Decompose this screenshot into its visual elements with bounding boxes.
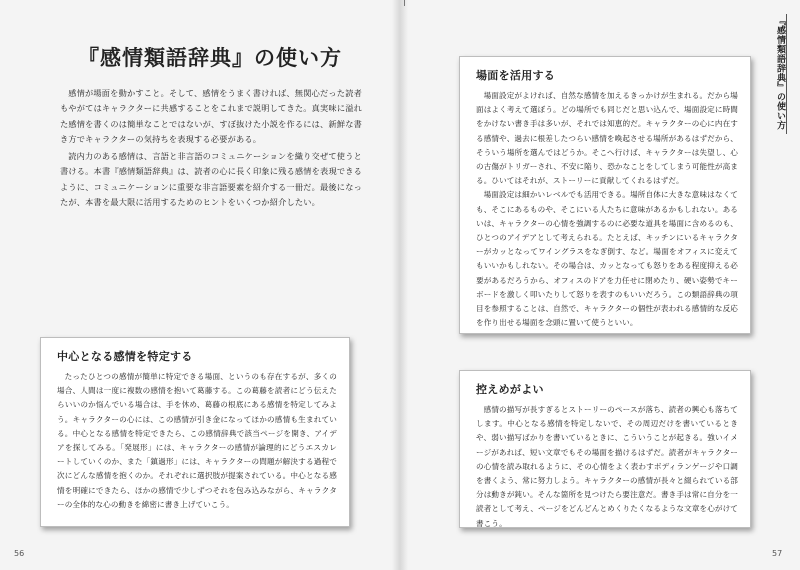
- page-title: 『感情類語辞典』の使い方: [78, 45, 342, 70]
- tip-box-heading: 中心となる感情を特定する: [57, 350, 193, 363]
- intro-section: [60, 86, 362, 212]
- book-gutter: [392, 0, 408, 570]
- page-number-left: 56: [14, 549, 25, 558]
- side-tab-rule: [786, 14, 787, 134]
- tip-box-text: 場面設定は細かいレベルでも活用できる。場所自体に大きな意味はなくても、そこにあるものや、そこにいる人たちに意味があるかもしれない。あるいは、キャラクターの心情を強調するのに必要な道具を場面に含めるのも、ひとつのアイデアとして考えられる。たとえば、キッチンにいるキャラクターがカッとなってワイングラスをなぎ倒す、など。場面をオフィスに変えてもいいかもしれない。その場合は、カッとなっても怒りをある程度抑える必要があるだろうから、オフィスのドアを力任せに閉めたり、硬い姿勢でキーボードを激しく叩いたりして怒りを表すのもいいだろう。この類語辞典の項目を参照することは、自然で、キャラクターの個性が表われる感情的な反応を作り出せる場面を念頭に置いて使うといい。: [476, 190, 738, 328]
- intro-paragraph: 感情が場面を動かすこと。そして、感情をうまく書ければ、無関心だった読者もやがてはキャラクターに共感することをこれまで説明してきた。真実味に溢れた感情を書くのは簡単なことではないが、すぼ抜けた小説を作るには、新鮮な書き方でキャラクターの気持ちを表現する必要がある。: [60, 88, 362, 144]
- chapter-side-tab: 『感情類語辞典』の使い方: [775, 16, 785, 130]
- tip-box-heading: 控えめがよい: [476, 383, 544, 396]
- tip-box-restraint: [459, 370, 751, 528]
- tip-box-heading: 場面を活用する: [476, 69, 556, 82]
- center-mark: [404, 0, 405, 6]
- page-number-right: 57: [772, 549, 783, 558]
- tip-box-central-emotion: [40, 337, 350, 527]
- tip-box-text: 場面設定がよければ、自然な感情を加えるきっかけが生まれる。だから場面はよく考えて選ぼう。どの場所でも同じだと思い込んで、場面設定に時間をかけない書き手は多いが、それでは知恵的だ。キャラクターの心に内在する感情や、過去に根差したつらい感情を喚起させる場所があるはずだから、そういう場所を選んではどうか。そこへ行けば、キャラクターは失望し、心の古傷がトリガーされ、不安に陥り、恐かなことをしてしまう可能性が高まる。ひいてはそれが、ストーリーに貢献してくれるはずだ。: [476, 91, 738, 186]
- tip-box-text: たったひとつの感情が簡単に特定できる場面、というのも存在するが、多くの場合、人間は一度に複数の感情を抱いて葛藤する。この葛藤を読者にどう伝えたらいいのか悩んでいる場合は、手を休め、葛藤の根底にある感情を特定してみよう。キャラクターの心には、この感情が引き金になってほかの感情も生まれている。中心となる感情を特定できたら、この感情辞典で該当ページを開き、アイデアを探してみる。「発展形」には、キャラクターの感情が論理的にどうエスカレートしていくのか、また「鎮過形」には、キャラクターの問題が解決する過程で次にどんな感情を抱くのか。それぞれに選択肢が提案されている。中心となる感情を明確にできたら、ほかの感情で少しずつそれを包み込みながら、キャラクターの全体的な心の動きを綿密に書き上げていこう。: [57, 372, 337, 509]
- tip-box-text: 感情の描写が長すぎるとストーリーのペースが落ち、読者の興心も落ちてします。中心となる感情を特定しないで、その周辺だけを書いているときや、弱い描写ばかりを書いているときに、こういうことが起きる。強いイメージがあれば、短い文章でもその場面を描けるはずだ。読者がキャラクターの心情を読み取れるように、その心情をよく表わすボディランゲージや口調を書くよう、常に努力しよう。キャラクターの感情が長々と綴られている部分は動きが鈍い。そんな箇所を見つけたら要注意だ。書き手は常に自分を一読者として考え、ページをどんどんとめくりたくなるような文章を心がけて書こう。: [476, 405, 738, 528]
- tip-box-use-scene: [459, 56, 751, 334]
- intro-paragraph: 読内力のある感情は、言語と非言語のコミュニケーションを織り交ぜて使うと書ける。本書『感情類語辞典』は、読者の心に長く印象に残る感情を表現できるように、コミュニケーションに重要な非言語要素を紹介する一冊だ。最後になったが、本書を最大限に活用するためのヒントをいくつか紹介したい。: [60, 151, 362, 208]
